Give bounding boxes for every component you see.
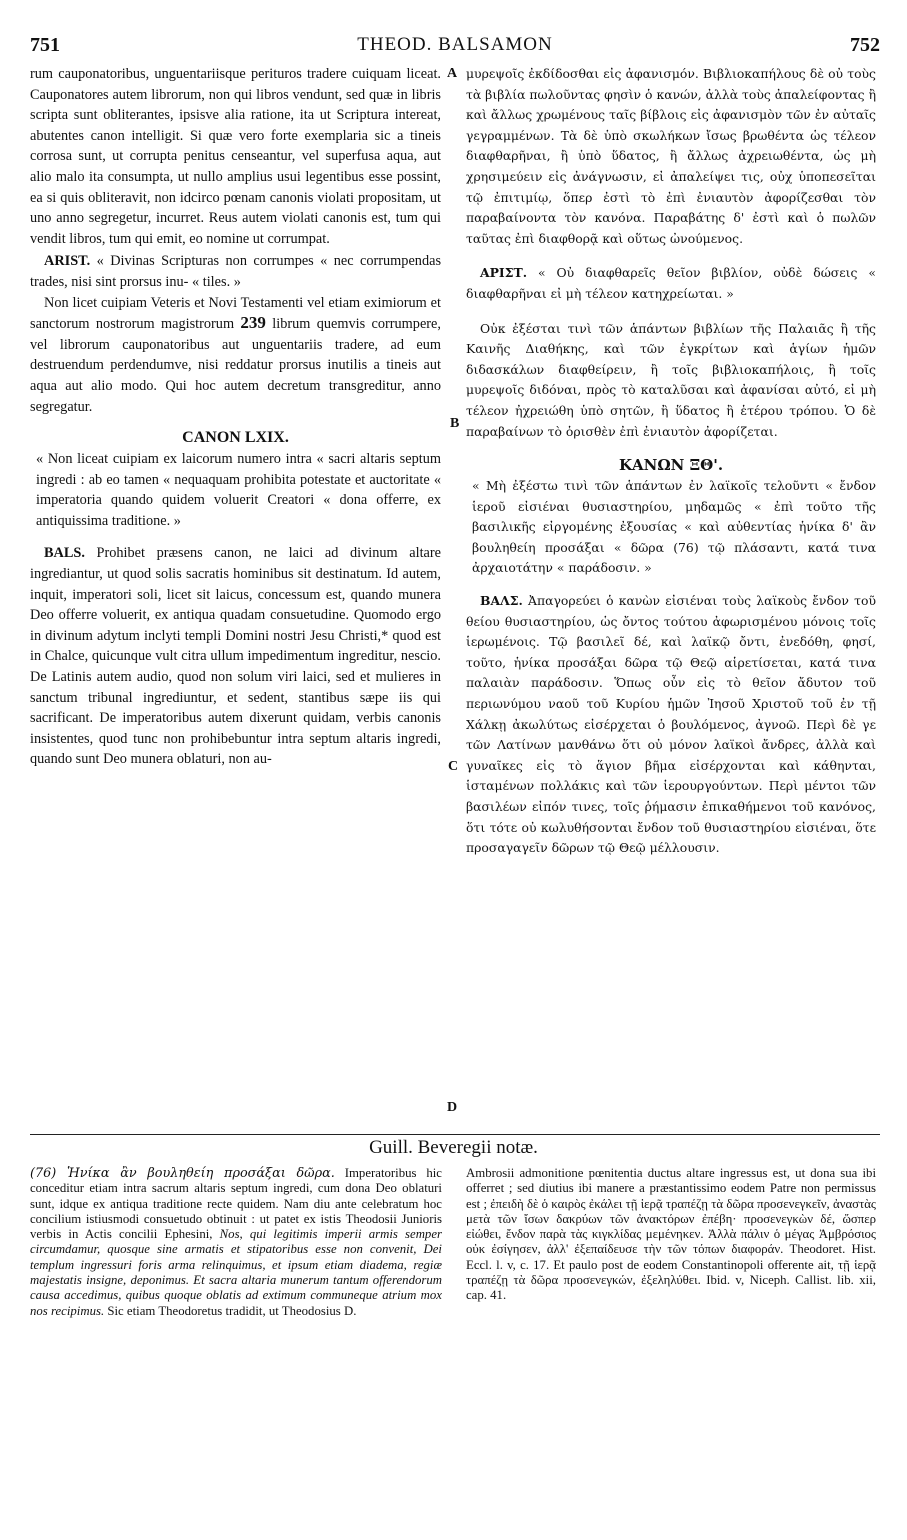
greek-bals-label: ΒΑΛΣ.: [480, 593, 523, 609]
greek-canon-title: ΚΑΝΩΝ ΞΘ'.: [618, 456, 724, 475]
page-number-right: 752: [850, 34, 880, 56]
notes-left: [30, 1166, 442, 1526]
notes-left-paragraph: [30, 1166, 442, 1319]
greek-arist-text: « Οὐ διαφθαρεῖς θεῖον βιβλίον, οὐδὲ δώσεις « διαφθαρῆναι εἰ μὴ τέλεον κατηχρείωται. »: [466, 265, 876, 301]
latin-arist-label: ARIST.: [44, 253, 91, 270]
latin-canon-text: « Non liceat cuipiam ex laicorum numero intra « sacri altaris septum ingredi : ab eo tamen « nequaquam prohibita potestate et auctoritate « imperatoria quando quidem voluerit Creatori « dona offerre, ex antiquissima traditione. »: [36, 451, 441, 529]
latin-paraphrase-a: Non licet cuipiam Veteris et Novi Testamenti vel etiam eximiorum et sanctorum nostrorum magistrorum: [30, 294, 441, 333]
latin-intro: rum cauponatoribus, unguentariisque perituros tradere cuiquam liceat. Cauponatores autem librorum, non qui libros vendunt, sed quæ in libris scripta sunt obliterantes, ipsisve alia ratione, ita ut Scriptura intereat, abutentes canon intelligit. Si quæ vero forte exemplaria sic a tineis corrosa sunt, ut corrupta penitus censeantur, vel superfusa aqua, aut alio malo ita consumpta, ut nullo amplius usui legentibus esse possint, ea si quis obliteravit, non idcirco pœnam canonis violati propositam, ut uno anno segregetur, incurret. Reus autem violati canonis est, tum qui vendit libros, tum qui emit, eo nomine ut corrumpat.: [30, 66, 441, 247]
notes-rule: [30, 1134, 880, 1135]
greek-arist-label: ΑΡΙΣΤ.: [480, 265, 528, 281]
notes-left-tail: Sic etiam Theodoretus tradidit, ut Theodosius D.: [107, 1303, 357, 1318]
latin-arist-text: « Divinas Scripturas non corrumpes « nec corrumpendas trades, nisi sint prorsus inu- « tiles. »: [30, 253, 441, 290]
latin-bals-label: BALS.: [44, 545, 85, 562]
notes-left-head: (76) Ἡνίκα ἂν βουληθείη προσάξαι δῶρα.: [30, 1166, 335, 1181]
latin-arist: [30, 251, 441, 292]
latin-bals-text: Prohibet præsens canon, ne laici ad divinum altare ingrediantur, ut quod solis sacratis hominibus sit destinatum. Id autem, inquit, imperatori soli, licet sit laicus, concessum est, quando munera Deo offerre voluerit, ex antiqua quadam consuetudine. Quomodo ergo in divinum adytum inclyti templi Domini nostri Jesu Christi,* quod est in Chalce, quicunque vult citra ullum impedimentum ingreditur, nescio. De Latinis autem audio, quod non solum viri laici, sed et mulieres in sanctum tribunal ingrediuntur, et sedent, stantibus sæpe iis qui sacrificant. De imperatoribus autem dixerunt quidam, verbis canonis insistentes, quod tunc non prohibebuntur intra septum altaris ingredi, quando sunt Deo munera oblaturi, non au-: [30, 545, 441, 768]
notes-left-italic: Nos, qui legitimis imperii armis semper circumdamur, quosque sine armatis et stipatoribus esse non convenit, Dei templum ingressuri foris arma relinquimus, et ipsum etiam diadema, regiæ majestatis insigne, deponimus. Et sacra altaria munerum tantum offerendorum causa accedimus, quibus quoque oblatis ad extimum communeque atrium mox nos recipimus.: [30, 1227, 442, 1318]
margin-letter-a: A: [447, 66, 458, 81]
greek-paraphrase: Οὐκ ἐξέσται τινὶ τῶν ἁπάντων βιβλίων τῆς Παλαιᾶς ἢ τῆς Καινῆς Διαθήκης, καὶ τῶν ἐγκρίτων καὶ ἁγίων ἡμῶν διδασκάλων διαφθείρειν, ἢ τοῖς βιβλιοκαπήλοις, ἢ τοῖς μυρεψοῖς διδόναι, πρὸς τὸ καταλῦσαι καὶ ἀφανίσαι αὐτό, εἰ μὴ τέλεον ἠχρειώθη ὑπὸ σητῶν, ἢ ὕδατος ἢ ἑτέρου τρόπου. Ὁ δὲ παραβαίνων τὸ ὁρισθὲν ἐπὶ ἐνιαυτὸν ἀφορίζεται.: [466, 320, 876, 439]
margin-letter-d: D: [447, 1100, 458, 1115]
notes-right-body: Ambrosii admonitione pœnitentia ductus altare ingressus est, ut dona sua ibi offerret ; sed diutius ibi manere a præstantissimo eodem Patre non permissus est ; ἐπειδὴ δὲ ὁ καιρὸς ἐκάλει τῇ ἱερᾷ τραπέζῃ τὰ δῶρα προσενεγκεῖν, ἀναστὰς μετὰ τῶν ἴσων δακρύων τῶν ἀνακτόρων ἐπέβη· προσενεγκὼν δέ, ὥσπερ εἰώθει, ἔνδον παρὰ τὰς κιγκλίδας μεμένηκεν. Ἀλλὰ πάλιν ὁ μέγας Ἀμβρόσιος οὐκ ἐσίγησεν, ἀλλ' ἐξεπαίδευσε τὴν τῶν τόπων διαφοράν. Theodoret. Hist. Eccl. l. v, c. 17. Et paulo post de eodem Constantinopoli offerente ait, τῇ ἱερᾷ τραπέζῃ τὰ δῶρα προσενεγκών, ἐξεληλύθει. Ibid. v, Niceph. Callist. lib. xii, cap. 41.: [466, 1166, 876, 1303]
notes-right: [466, 1166, 876, 1526]
margin-letter-b: B: [450, 416, 460, 431]
latin-canon-title: CANON LXIX.: [182, 429, 289, 447]
greek-bals: [466, 591, 876, 859]
margin-letter-c: C: [448, 759, 459, 774]
page-header: [30, 34, 880, 58]
greek-bals-text: Ἀπαγορεύει ὁ κανὼν εἰσιέναι τοὺς λαϊκοὺς ἔνδον τοῦ θείου θυσιαστηρίου, ὡς ὄντος τούτου ἀφωρισμένου μόνοις τοῖς ἱερωμένοις. Τῷ βασιλεῖ δέ, καὶ λαϊκῷ ὄντι, ἐνεδόθη, φησί, τοῦτο, ἡνίκα προσάξαι δῶρα τῷ Θεῷ αἱρετίσεται, κατά τινα παλαιὰν παράδοσιν. Ὅπως οὖν εἰς τὸ θεῖον ἄδυτον τοῦ περιωνύμου ναοῦ τοῦ Κυρίου ἡμῶν Ἰησοῦ Χριστοῦ τοῦ ἐν τῇ Χάλκῃ ἀκωλύτως εἰσέρχεται ὁ βουλόμενος, ἀγνοῶ. Περὶ δὲ γε τῶν Λατίνων μανθάνω ὅτι οὐ μόνον λαϊκοὶ ἄνδρες, ἀλλὰ καὶ γυναῖκες εἰς τὸ ἅγιον βῆμα εἰσέρχονται καὶ κάθηνται, ἱσταμένων πολλάκις καὶ τῶν ἱερουργούντων. Περὶ μέντοι τῶν βασιλέων εἰπόν τινες, τοῖς ῥήμασιν ἐπικαθήμενοι τοῦ κανόνος, ὅτι τότε οὐ κωλυθήσονται ἔνδον τοῦ θυσιαστηρίου εἰσιέναι, ὅτε προσαγαγεῖν δῶρων τῷ Θεῷ μέλλουσιν.: [466, 593, 876, 856]
notes-title: Guill. Beveregii notæ.: [369, 1137, 538, 1158]
page-number-left: 751: [30, 34, 60, 56]
notes-left-body: Imperatoribus hic conceditur etiam intra sacrum altaris septum ingredi, cum dona Deo oblaturi sunt, idque ex antiqua traditione recte quidem. Nam diu ante celebratum hoc concilium istiusmodi consuetudo obtinuit : ut patet ex istis Theodosii Junioris verbis in Actis concilii Ephesini,: [30, 1166, 442, 1242]
latin-paraphrase: [30, 293, 441, 418]
greek-column: [466, 64, 876, 1132]
greek-arist: [466, 263, 876, 304]
greek-canon-text: « Μὴ ἐξέστω τινὶ τῶν ἁπάντων ἐν λαϊκοῖς τελοῦντι « ἔνδον ἱεροῦ εἰσιέναι θυσιαστηρίου, μηδαμῶς « ἐπὶ τοῦτο τῆς βασιλικῆς εἰργομένης ἐξουσίας « καὶ αὐθεντίας ἡνίκα δ' ἂν βουληθείη προσάξαι « δῶρα (76) τῷ πλάσαντι, κατά τινα ἀρχαιοτάτην « παράδοσιν. »: [472, 478, 876, 576]
latin-paraphrase-b: librum quemvis corrumpere, vel librorum cauponatoribus aut unguentariis tradere, ad eum destruendum perdendumve, nisi reddatur prorsus inutilis a tineis aut aqua aut alio modo. Qui hoc autem decretum transgreditur, anno segregatur.: [30, 316, 441, 415]
latin-bals: [30, 543, 441, 770]
page-marker-239: 239: [240, 313, 266, 333]
running-title: THEOD. BALSAMON: [357, 34, 553, 55]
greek-intro: μυρεψοῖς ἐκδίδοσθαι εἰς ἀφανισμόν. Βιβλιοκαπήλους δὲ οὐ τοὺς τὰ βιβλία πωλοῦντας φησὶν ὁ κανών, ἀλλὰ τοὺς ἀπαλείφοντας ἢ καὶ ἄλλως χρωμένους ταῖς βίβλοις εἰς ἀφανισμὸν τῶν ἐν αὐταῖς γεγραμμένων. Τὰ δὲ ὑπὸ σκωλήκων ἴσως βρωθέντα ὡς τέλεον διαφθαρῆναι, ἢ ὑπὸ ὕδατος, ἢ ἄλλως ἀχρειωθέντα, ὡς μὴ χρησιμεύειν εἰς ἀνάγνωσιν, εἰ ἀπαλείψει τις, οὐχ ὑποπεσεῖται τῷ ἐπιτιμίῳ, ὅπερ ἐστὶ τὸ ἐπὶ ἐνιαυτὸν ἀφορίζεσθαι τὸν παραβαίνοντα τὸν κανόνα. Παραβάτης δ' ἐστὶ καὶ ὁ πωλῶν ταῦτας ἐπὶ διαφθορᾷ καὶ οὕτως ὠνούμενος.: [466, 66, 876, 246]
latin-column: [30, 64, 441, 1132]
